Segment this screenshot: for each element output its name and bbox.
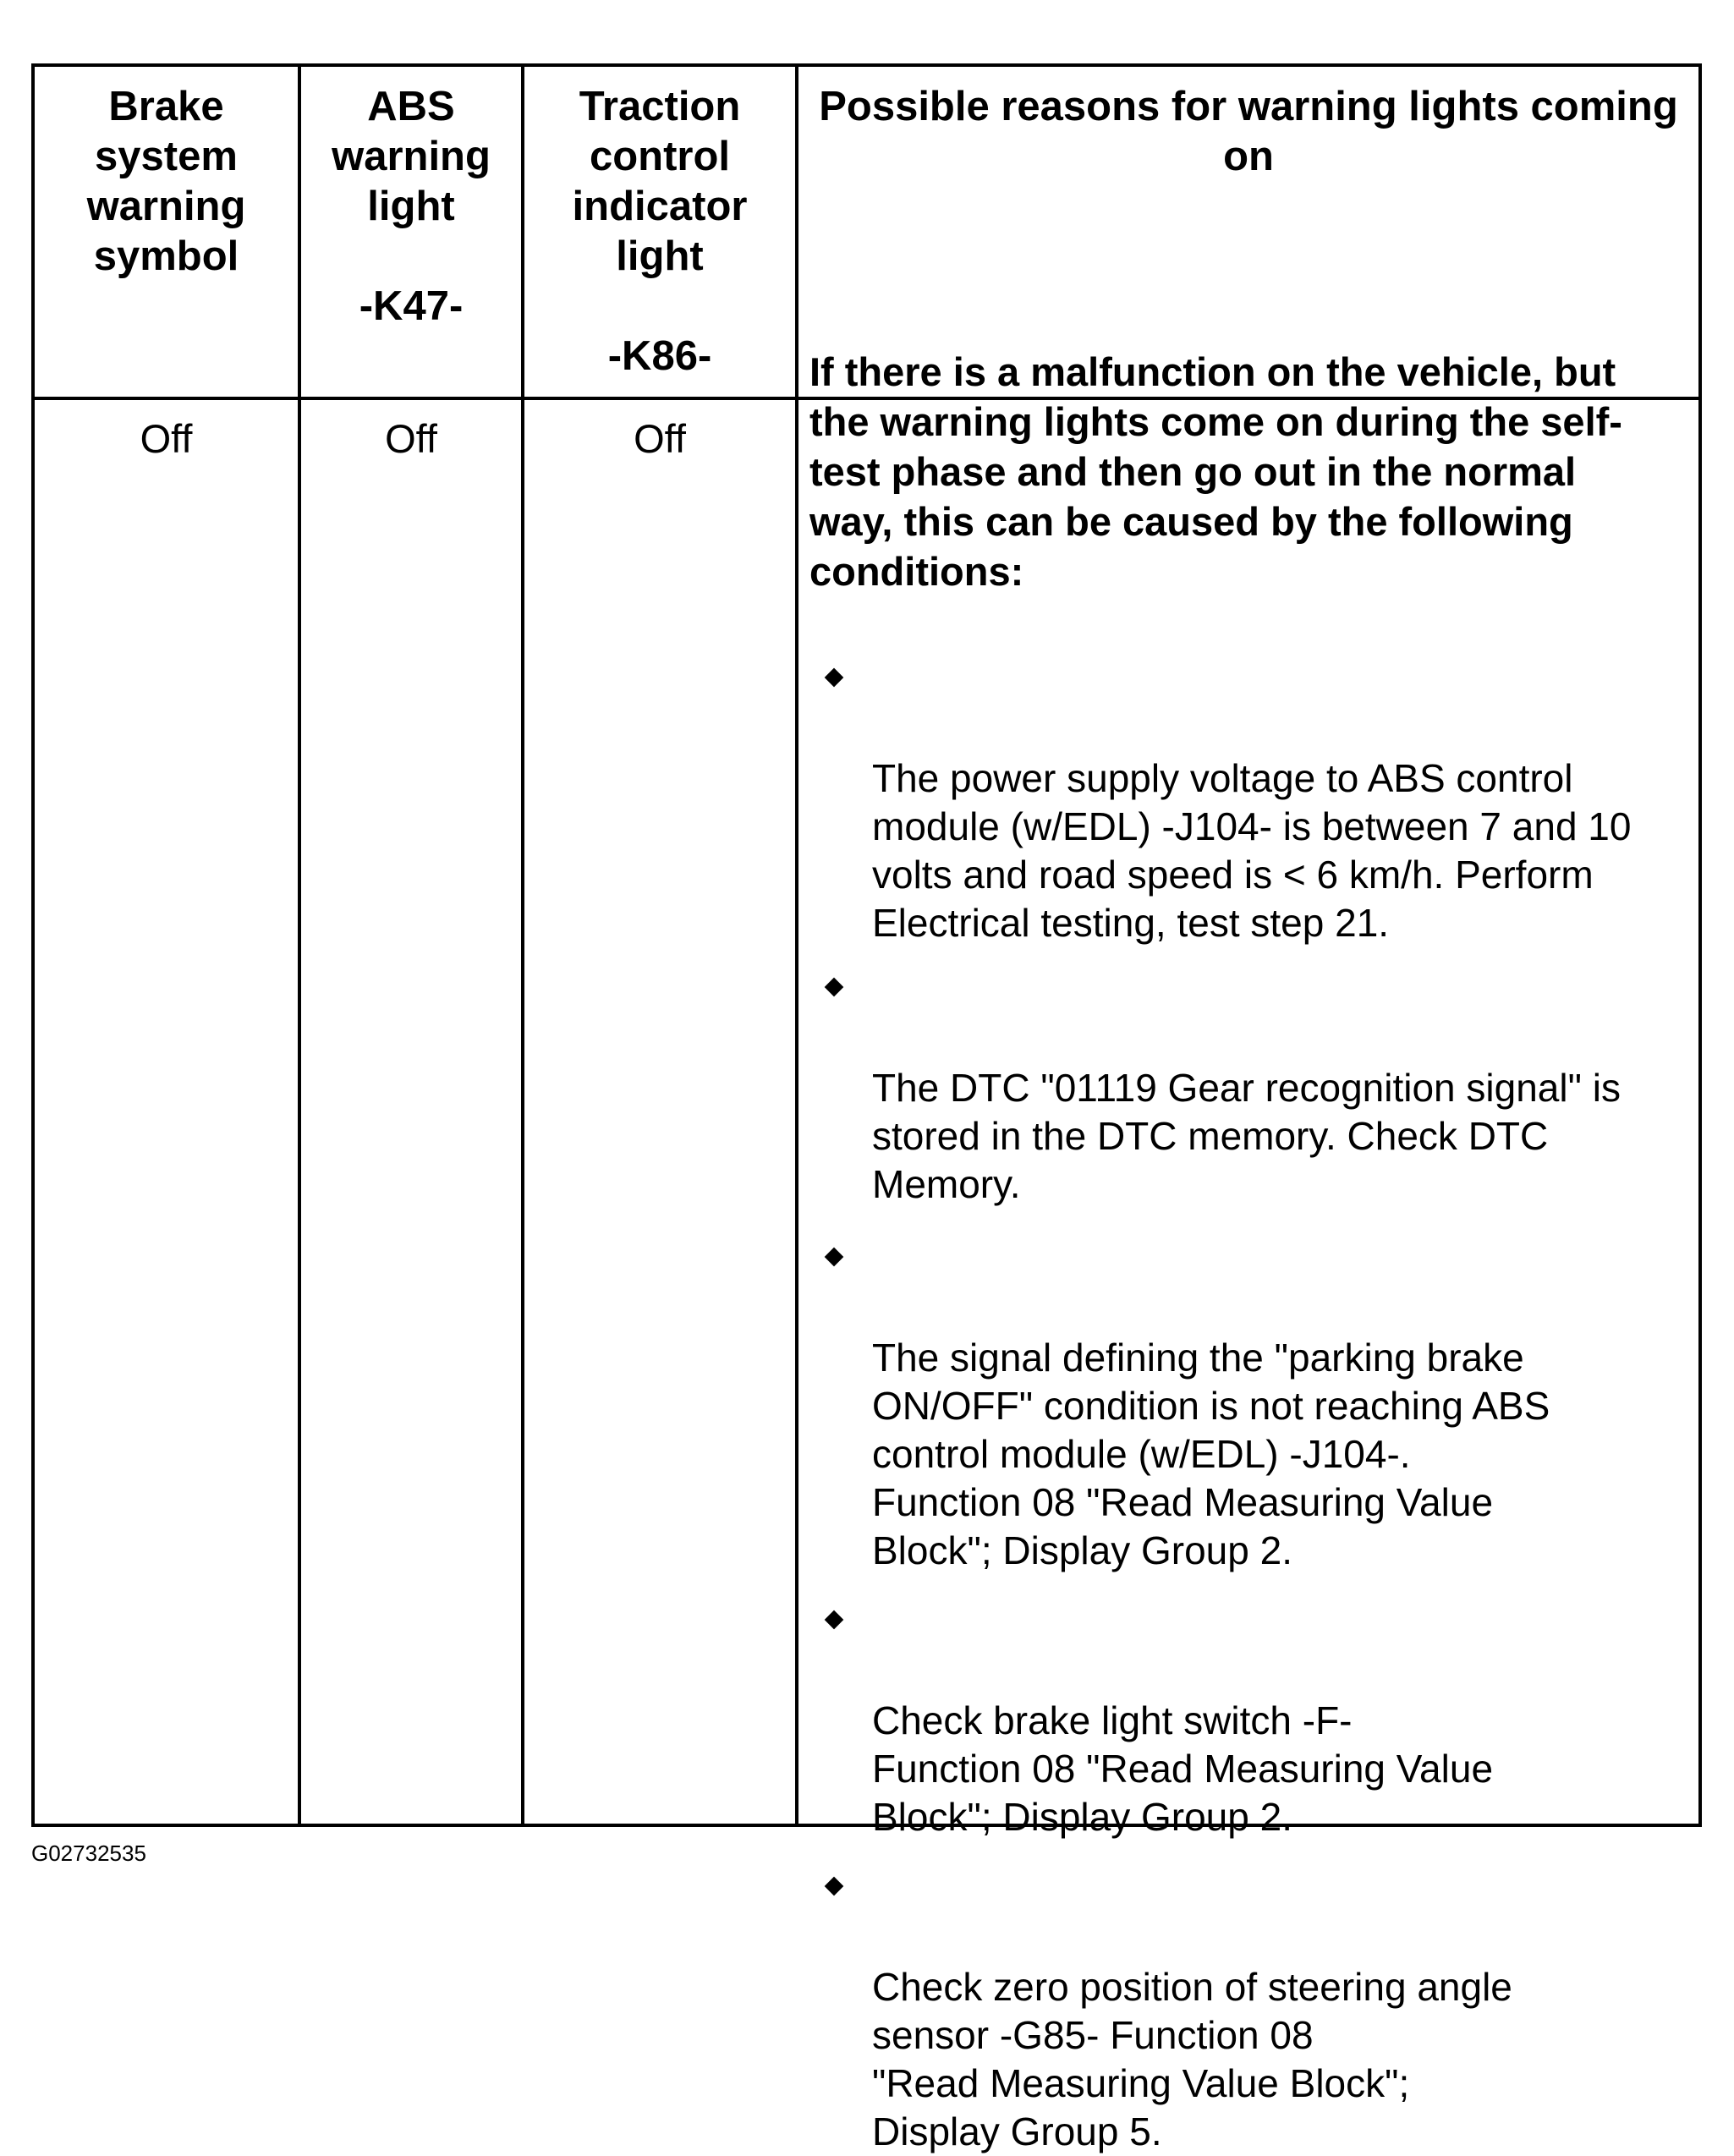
list-item xyxy=(825,1600,1671,1841)
header-traction-light: Traction control indicator light -K86- xyxy=(572,84,748,379)
figure-id: G02732535 xyxy=(31,1841,146,1866)
list-item-text: The power supply voltage to ABS control module (w/EDL) -J104- is between 7 and 10 volts and road speed is < 6 km/h. Perform Electrical testing, test step 21. xyxy=(872,756,1632,945)
abs-light-status: Off xyxy=(385,416,437,461)
diamond-bullet-icon xyxy=(825,978,844,997)
list-item-text: Check zero position of steering angle sensor -G85- Function 08 "Read Measuring Value Block"; Display Group 5. xyxy=(872,1965,1512,2153)
column-divider xyxy=(795,67,798,1824)
list-item-text: Check brake light switch -F- Function 08 "Read Measuring Value Block"; Display Group 2. xyxy=(872,1698,1494,1839)
list-item xyxy=(825,968,1671,1209)
traction-light-status: Off xyxy=(634,416,686,461)
header-possible-reasons: Possible reasons for warning lights coming on xyxy=(819,84,1678,179)
diamond-bullet-icon xyxy=(825,1248,844,1267)
list-item-text: The DTC "01119 Gear recognition signal" is stored in the DTC memory. Check DTC Memory. xyxy=(872,1066,1621,1206)
list-item xyxy=(825,1237,1671,1575)
list-item-text: The signal defining the "parking brake ON/OFF" condition is not reaching ABS control module (w/EDL) -J104-. Function 08 "Read Measuring Value Block"; Display Group 2. xyxy=(872,1336,1550,1572)
diamond-bullet-icon xyxy=(825,1877,844,1896)
header-abs-light: ABS warning light -K47- xyxy=(332,84,491,329)
reasons-intro: If there is a malfunction on the vehicle, but the warning lights come on during the self- test phase and then go out in the normal way, this can be caused by the following conditions: xyxy=(809,349,1622,594)
list-item xyxy=(825,658,1671,947)
diamond-bullet-icon xyxy=(825,668,844,688)
list-item xyxy=(825,1867,1671,2156)
diamond-bullet-icon xyxy=(825,1610,844,1630)
brake-symbol-status: Off xyxy=(140,416,193,461)
reasons-list xyxy=(825,658,1671,2156)
header-brake-symbol: Brake system warning symbol xyxy=(86,84,246,279)
